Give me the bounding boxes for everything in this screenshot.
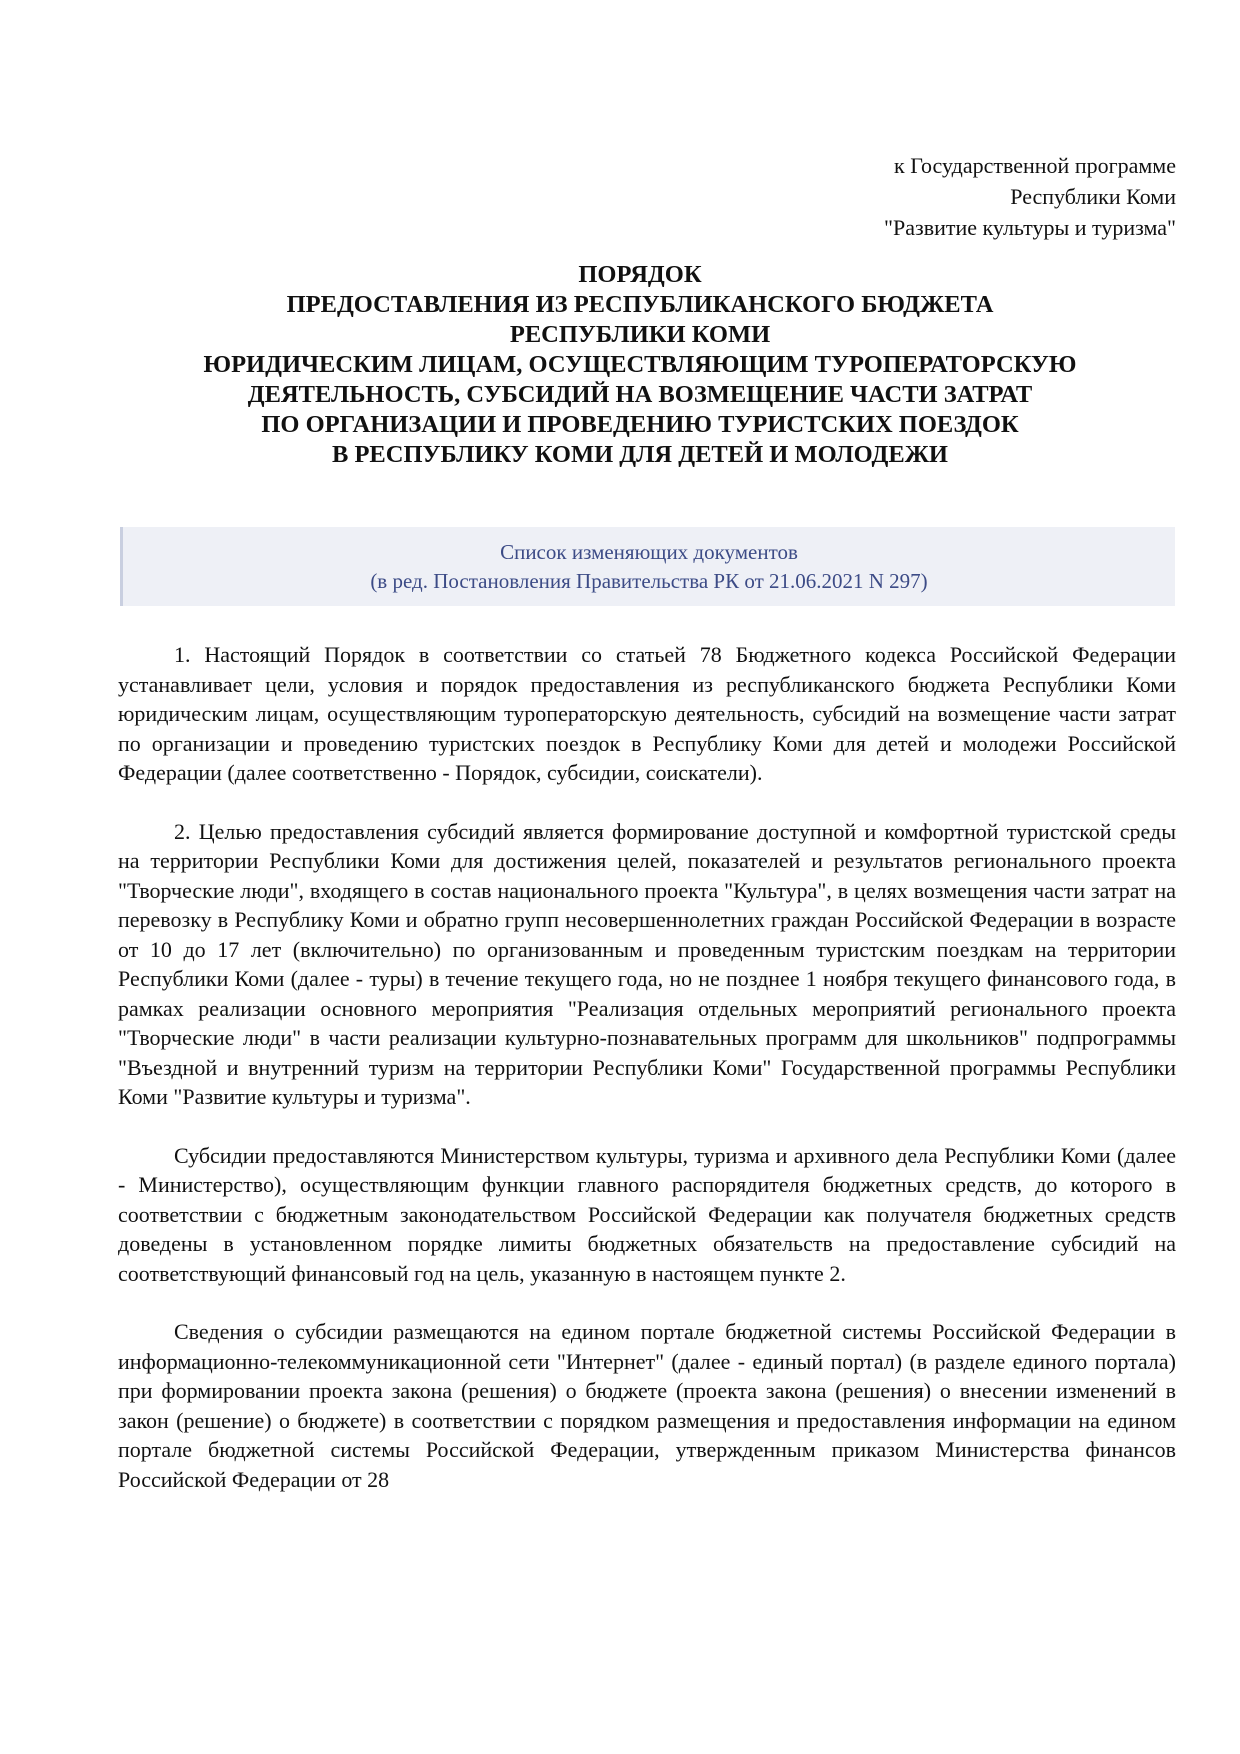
title-line: ПОРЯДОК <box>578 261 702 288</box>
title-line: РЕСПУБЛИКИ КОМИ <box>509 321 771 348</box>
title-line: ПРЕДОСТАВЛЕНИЯ ИЗ РЕСПУБЛИКАНСКОГО БЮДЖЕТА <box>286 291 994 318</box>
paragraph-2: 2. Целью предоставления субсидий является формирование доступной и комфортной туристской среды на территории Республики Коми для достижения целей, показателей и результатов регионального проекта "Творческие люди", входящего в состав национального проекта "Культура", в целях возмещения части затрат на перевозку в Республику Коми и обратно групп несовершеннолетних граждан Российской Федерации в возрасте от 10 до 17 лет (включительно) по организованным и проведенным туристским поездкам на территории Республики Коми (далее - туры) в течение текущего года, но не позднее 1 ноября текущего финансового года, в рамках реализации основного мероприятия "Реализация отдельных мероприятий регионального проекта "Творческие люди" в части реализации культурно-познавательных программ для школьников" подпрограммы "Въездной и внутренний туризм на территории Республики Коми" Государственной программы Республики Коми "Развитие культуры и туризма". <box>118 818 1176 1109</box>
document-title <box>110 260 1170 470</box>
appendix-reference <box>884 150 1176 243</box>
appendix-line-3: "Развитие культуры и туризма" <box>884 215 1176 240</box>
appendix-line-1: к Государственной программе <box>894 153 1176 178</box>
paragraph-1: 1. Настоящий Порядок в соответствии со статьей 78 Бюджетного кодекса Российской Федерации устанавливает цели, условия и порядок предоставления из республиканского бюджета Республики Коми юридическим лицам, осуществляющим туроператорскую деятельность, субсидий на возмещение части затрат по организации и проведению туристских поездок в Республику Коми для детей и молодежи Российской Федерации (далее соответственно - Порядок, субсидии, соискатели). <box>118 642 1176 785</box>
title-line: В РЕСПУБЛИКУ КОМИ ДЛЯ ДЕТЕЙ И МОЛОДЕЖИ <box>331 441 948 468</box>
appendix-line-2: Республики Коми <box>1010 184 1176 209</box>
title-line: ПО ОРГАНИЗАЦИИ И ПРОВЕДЕНИЮ ТУРИСТСКИХ ПОЕЗДОК <box>261 411 1019 438</box>
amending-documents-reference: (в ред. Постановления Правительства РК от 21.06.2021 N 297) <box>370 569 928 593</box>
document-body <box>118 640 1176 1494</box>
amending-documents-box <box>120 527 1175 606</box>
paragraph-subsidies: Субсидии предоставляются Министерством культуры, туризма и архивного дела Республики Коми (далее - Министерство), осуществляющим функции главного распорядителя бюджетных средств, до которого в соответствии с бюджетным законодательством Российской Федерации как получателя бюджетных средств доведены в установленном порядке лимиты бюджетных обязательств на предоставление субсидий на соответствующий финансовый год на цель, указанную в настоящем пункте 2. <box>118 1142 1176 1286</box>
paragraph-portal-info: Сведения о субсидии размещаются на едином портале бюджетной системы Российской Федерации в информационно-телекоммуникационной сети "Интернет" (далее - единый портал) (в разделе единого портала) при формировании проекта закона (решения) о бюджете (проекта закона (решения) о внесении изменений в закон (решение) о бюджете) в соответствии с порядком размещения и предоставления информации на едином портале бюджетной системы Российской Федерации, утвержденным приказом Министерства финансов Российской Федерации от 28 <box>118 1319 1176 1492</box>
title-line: ДЕЯТЕЛЬНОСТЬ, СУБСИДИЙ НА ВОЗМЕЩЕНИЕ ЧАСТИ ЗАТРАТ <box>247 381 1033 408</box>
title-line: ЮРИДИЧЕСКИМ ЛИЦАМ, ОСУЩЕСТВЛЯЮЩИМ ТУРОПЕРАТОРСКУЮ <box>203 351 1077 378</box>
amending-documents-heading: Список изменяющих документов <box>500 540 798 564</box>
